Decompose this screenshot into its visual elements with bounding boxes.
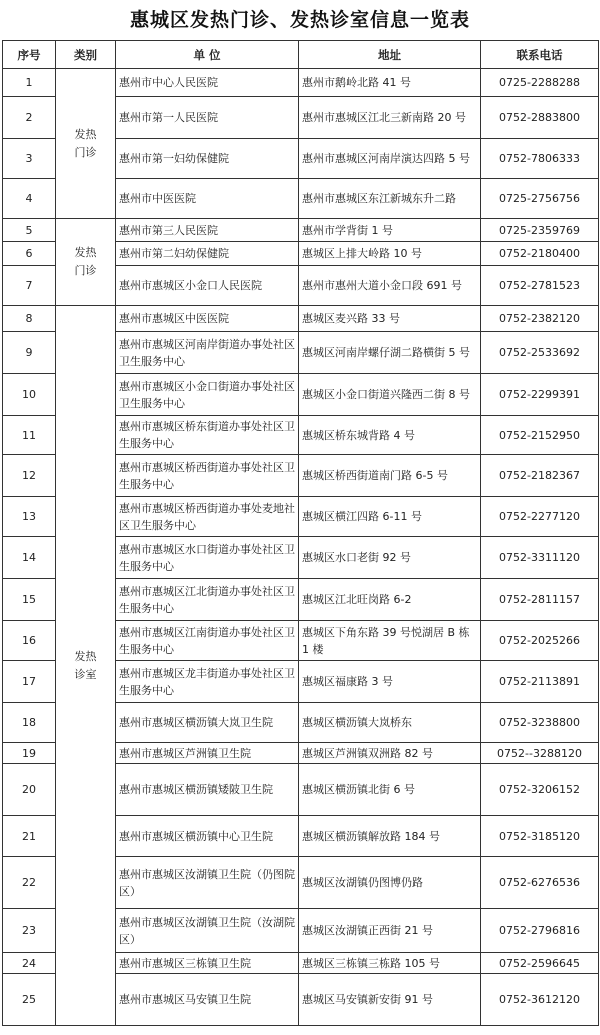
address-cell: 惠城区横江四路 6-11 号: [299, 497, 481, 537]
unit-name-cell: 惠州市惠城区河南岸街道办事处社区卫生服务中心: [116, 332, 299, 374]
row-index: 17: [3, 661, 56, 703]
phone-cell: 0752-2596645: [481, 953, 599, 974]
address-cell: 惠城区江北旺岗路 6-2: [299, 579, 481, 621]
phone-cell: 0725-2359769: [481, 219, 599, 242]
table-header-row: [3, 41, 599, 69]
unit-name-cell: 惠州市惠城区水口街道办事处社区卫生服务中心: [116, 537, 299, 579]
address-cell: 惠州市惠州大道小金口段 691 号: [299, 266, 481, 306]
unit-name-cell: 惠州市第一人民医院: [116, 97, 299, 139]
phone-cell: 0725-2756756: [481, 179, 599, 219]
phone-cell: 0725-2288288: [481, 69, 599, 97]
row-index: 25: [3, 974, 56, 1026]
unit-name-cell: 惠州市惠城区龙丰街道办事处社区卫生服务中心: [116, 661, 299, 703]
address-cell: 惠城区桥西街道南门路 6-5 号: [299, 455, 481, 497]
unit-name-cell: 惠州市惠城区汝湖镇卫生院（仍图院区）: [116, 857, 299, 909]
table-row: [3, 306, 599, 332]
address-cell: 惠城区桥东城背路 4 号: [299, 416, 481, 455]
row-index: 9: [3, 332, 56, 374]
row-index: 13: [3, 497, 56, 537]
address-cell: 惠城区上排大岭路 10 号: [299, 242, 481, 266]
unit-name-cell: 惠州市惠城区桥西街道办事处社区卫生服务中心: [116, 455, 299, 497]
phone-cell: 0752-2180400: [481, 242, 599, 266]
table-row: [3, 219, 599, 242]
address-cell: 惠城区汝湖镇仍图博仍路: [299, 857, 481, 909]
address-cell: 惠城区小金口街道兴隆西二街 8 号: [299, 374, 481, 416]
header-index: 序号: [3, 41, 56, 69]
unit-name-cell: 惠州市惠城区江南街道办事处社区卫生服务中心: [116, 621, 299, 661]
unit-name-cell: 惠州市惠城区汝湖镇卫生院（汝湖院区）: [116, 909, 299, 953]
category-cell: 发热 门诊: [56, 69, 116, 219]
address-cell: 惠州市惠城区河南岸演达四路 5 号: [299, 139, 481, 179]
category-cell: 发热 诊室: [56, 306, 116, 1026]
row-index: 23: [3, 909, 56, 953]
phone-cell: 0752-3206152: [481, 764, 599, 816]
unit-name-cell: 惠州市惠城区江北街道办事处社区卫生服务中心: [116, 579, 299, 621]
header-address: 地址: [299, 41, 481, 69]
address-cell: 惠城区下角东路 39 号悦湖居 B 栋 1 楼: [299, 621, 481, 661]
phone-cell: 0752-2382120: [481, 306, 599, 332]
phone-cell: 0752-3612120: [481, 974, 599, 1026]
unit-name-cell: 惠州市惠城区小金口街道办事处社区卫生服务中心: [116, 374, 299, 416]
phone-cell: 0752-6276536: [481, 857, 599, 909]
page-title: 惠城区发热门诊、发热诊室信息一览表: [129, 9, 470, 31]
row-index: 24: [3, 953, 56, 974]
address-cell: 惠城区马安镇新安街 91 号: [299, 974, 481, 1026]
phone-cell: 0752-2811157: [481, 579, 599, 621]
phone-cell: 0752-2781523: [481, 266, 599, 306]
row-index: 1: [3, 69, 56, 97]
phone-cell: 0752-2883800: [481, 97, 599, 139]
phone-cell: 0752-2796816: [481, 909, 599, 953]
unit-name-cell: 惠州市惠城区马安镇卫生院: [116, 974, 299, 1026]
row-index: 8: [3, 306, 56, 332]
unit-name-cell: 惠州市惠城区芦洲镇卫生院: [116, 743, 299, 764]
row-index: 3: [3, 139, 56, 179]
clinic-info-table: [2, 40, 599, 1026]
row-index: 19: [3, 743, 56, 764]
row-index: 12: [3, 455, 56, 497]
unit-name-cell: 惠州市惠城区横沥镇矮陂卫生院: [116, 764, 299, 816]
row-index: 20: [3, 764, 56, 816]
unit-name-cell: 惠州市中心人民医院: [116, 69, 299, 97]
row-index: 2: [3, 97, 56, 139]
unit-name-cell: 惠州市惠城区中医医院: [116, 306, 299, 332]
unit-name-cell: 惠州市惠城区横沥镇中心卫生院: [116, 816, 299, 857]
address-cell: 惠城区三栋镇三栋路 105 号: [299, 953, 481, 974]
row-index: 15: [3, 579, 56, 621]
row-index: 21: [3, 816, 56, 857]
address-cell: 惠州市惠城区东江新城东升二路: [299, 179, 481, 219]
unit-name-cell: 惠州市惠城区小金口人民医院: [116, 266, 299, 306]
phone-cell: 0752-3185120: [481, 816, 599, 857]
unit-name-cell: 惠州市惠城区桥西街道办事处麦地社区卫生服务中心: [116, 497, 299, 537]
phone-cell: 0752-3311120: [481, 537, 599, 579]
row-index: 6: [3, 242, 56, 266]
phone-cell: 0752-2113891: [481, 661, 599, 703]
phone-cell: 0752--3288120: [481, 743, 599, 764]
address-cell: 惠城区汝湖镇正西街 21 号: [299, 909, 481, 953]
phone-cell: 0752-7806333: [481, 139, 599, 179]
address-cell: 惠城区麦兴路 33 号: [299, 306, 481, 332]
phone-cell: 0752-3238800: [481, 703, 599, 743]
row-index: 7: [3, 266, 56, 306]
header-phone: 联系电话: [481, 41, 599, 69]
row-index: 5: [3, 219, 56, 242]
table-row: [3, 69, 599, 97]
phone-cell: 0752-2182367: [481, 455, 599, 497]
address-cell: 惠城区福康路 3 号: [299, 661, 481, 703]
unit-name-cell: 惠州市第三人民医院: [116, 219, 299, 242]
row-index: 10: [3, 374, 56, 416]
address-cell: 惠城区横沥镇解放路 184 号: [299, 816, 481, 857]
row-index: 16: [3, 621, 56, 661]
unit-name-cell: 惠州市惠城区横沥镇大岚卫生院: [116, 703, 299, 743]
phone-cell: 0752-2152950: [481, 416, 599, 455]
header-unit: 单 位: [116, 41, 299, 69]
row-index: 18: [3, 703, 56, 743]
address-cell: 惠城区水口老街 92 号: [299, 537, 481, 579]
phone-cell: 0752-2533692: [481, 332, 599, 374]
unit-name-cell: 惠州市惠城区三栋镇卫生院: [116, 953, 299, 974]
phone-cell: 0752-2277120: [481, 497, 599, 537]
unit-name-cell: 惠州市惠城区桥东街道办事处社区卫生服务中心: [116, 416, 299, 455]
address-cell: 惠城区河南岸螺仔湖二路横街 5 号: [299, 332, 481, 374]
header-category: 类别: [56, 41, 116, 69]
phone-cell: 0752-2299391: [481, 374, 599, 416]
address-cell: 惠州市学背街 1 号: [299, 219, 481, 242]
row-index: 22: [3, 857, 56, 909]
address-cell: 惠城区芦洲镇双洲路 82 号: [299, 743, 481, 764]
address-cell: 惠州市惠城区江北三新南路 20 号: [299, 97, 481, 139]
row-index: 14: [3, 537, 56, 579]
row-index: 11: [3, 416, 56, 455]
unit-name-cell: 惠州市第二妇幼保健院: [116, 242, 299, 266]
address-cell: 惠城区横沥镇大岚桥东: [299, 703, 481, 743]
address-cell: 惠城区横沥镇北街 6 号: [299, 764, 481, 816]
unit-name-cell: 惠州市中医医院: [116, 179, 299, 219]
address-cell: 惠州市鹅岭北路 41 号: [299, 69, 481, 97]
category-cell: 发热 门诊: [56, 219, 116, 306]
unit-name-cell: 惠州市第一妇幼保健院: [116, 139, 299, 179]
phone-cell: 0752-2025266: [481, 621, 599, 661]
row-index: 4: [3, 179, 56, 219]
